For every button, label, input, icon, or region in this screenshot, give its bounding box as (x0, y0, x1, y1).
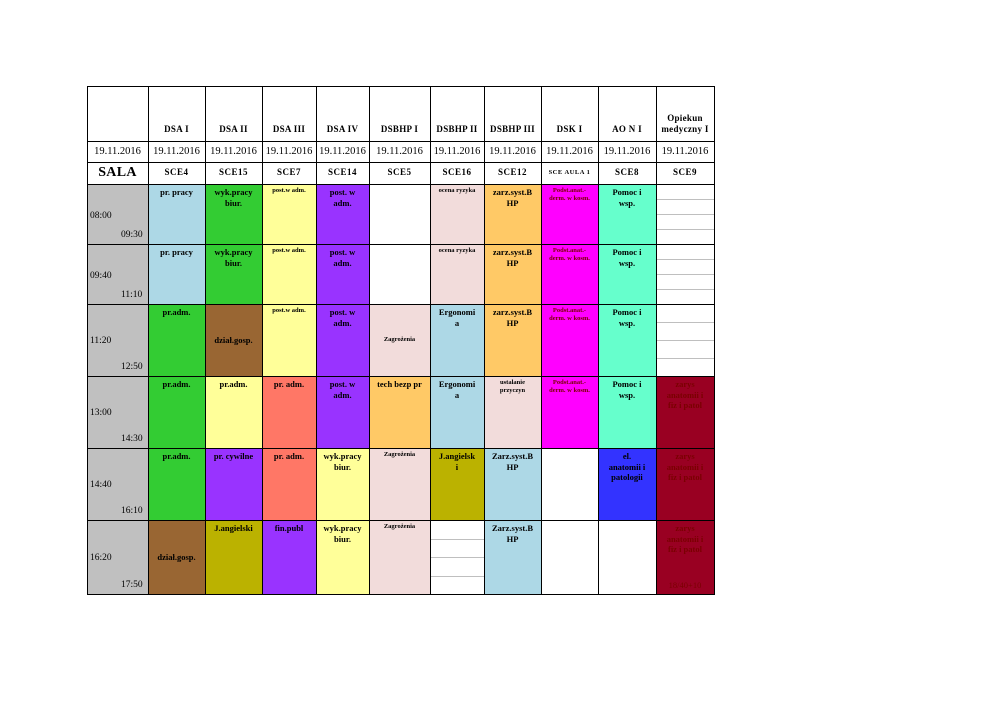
lesson-cell: wyk.pracy biur. (205, 244, 262, 304)
cell-divider (656, 340, 714, 341)
column-header: DSBHP I (380, 123, 419, 134)
date-cell: 19.11.2016 (489, 145, 536, 157)
cell-divider (430, 557, 484, 558)
lesson-cell: post.w adm. (262, 244, 316, 304)
lesson-cell: pr. pracy (148, 184, 205, 244)
lesson-cell: pr. cywilne (205, 448, 262, 520)
room-label: SCE15 (218, 167, 248, 178)
lesson-cell: Ergonomi a (430, 376, 484, 448)
lesson-cell: Zagrożenia (369, 448, 430, 520)
lesson-cell: Ergonomi a (430, 304, 484, 376)
grid-vline (541, 86, 542, 595)
grid-hline (87, 86, 715, 87)
time-end: 16:10 (121, 506, 143, 516)
grid-hline (87, 162, 715, 163)
lesson-cell: zarys anatomii i fiz i patol (656, 376, 714, 448)
lesson-cell: Podst.anat.- derm. w kosm. (541, 184, 598, 244)
lesson-cell: zarz.syst.B HP (484, 244, 541, 304)
column-header: DSBHP II (436, 123, 478, 134)
lesson-cell: Pomoc i wsp. (598, 304, 656, 376)
cell-divider (656, 358, 714, 359)
lesson-cell: Pomoc i wsp. (598, 376, 656, 448)
date-cell: 19.11.2016 (94, 145, 141, 157)
lesson-cell: pr.adm. (148, 376, 205, 448)
cell-divider (656, 214, 714, 215)
grid-vline (714, 86, 715, 595)
date-cell: 19.11.2016 (265, 145, 313, 157)
time-start: 11:20 (90, 336, 112, 346)
column-header: AO N I (612, 123, 642, 134)
lesson-cell: post.w adm. (262, 184, 316, 244)
grid-vline (484, 86, 485, 595)
column-header: DSA IV (326, 123, 359, 134)
room-label: SCE4 (164, 167, 189, 178)
lesson-cell: wyk.pracy biur. (205, 184, 262, 244)
grid-vline (205, 86, 206, 595)
sala-label: SALA (98, 165, 137, 181)
lesson-cell: pr.adm. (148, 448, 205, 520)
lesson-cell: pr.adm. (148, 304, 205, 376)
date-cell: 19.11.2016 (319, 145, 366, 157)
date-cell: 19.11.2016 (661, 145, 709, 157)
grid-vline (430, 86, 431, 595)
lesson-cell: el. anatomii i patologii (598, 448, 656, 520)
time-end: 11:10 (121, 290, 143, 300)
column-header: DSA I (164, 123, 189, 134)
time-start: 14:40 (90, 480, 112, 490)
lesson-cell: Podst.anat.- derm. w kosm. (541, 376, 598, 448)
time-end: 09:30 (121, 230, 143, 240)
date-cell: 19.11.2016 (603, 145, 651, 157)
lesson-cell: zarz.syst.B HP (484, 184, 541, 244)
lesson-cell: J.angielsk i (430, 448, 484, 520)
lesson-cell: ocena ryzyka (430, 184, 484, 244)
lesson-cell: post. w adm. (316, 184, 369, 244)
lesson-cell (541, 448, 598, 520)
lesson-cell: Zagrożenia (369, 304, 430, 376)
cell-divider (656, 229, 714, 230)
grid-hline (87, 184, 715, 185)
lesson-cell: pr.adm. (205, 376, 262, 448)
date-cell: 19.11.2016 (376, 145, 423, 157)
time-start: 09:40 (90, 271, 112, 281)
date-cell: 19.11.2016 (546, 145, 593, 157)
lesson-cell: zarz.syst.B HP (484, 304, 541, 376)
date-cell: 19.11.2016 (433, 145, 481, 157)
lesson-cell: Zagrożenia (369, 520, 430, 594)
cell-divider (656, 199, 714, 200)
cell-divider (656, 259, 714, 260)
room-label: SCE7 (276, 167, 301, 178)
time-end: 12:50 (121, 362, 143, 372)
cell-divider (656, 289, 714, 290)
date-cell: 19.11.2016 (210, 145, 257, 157)
time-start: 16:20 (90, 553, 112, 563)
grid-vline (148, 86, 149, 595)
room-label: SCE AULA 1 (548, 168, 591, 176)
time-start: 08:00 (90, 211, 112, 221)
lesson-cell: Pomoc i wsp. (598, 184, 656, 244)
grid-vline (262, 86, 263, 595)
lesson-cell (369, 244, 430, 304)
lesson-cell: zarys anatomii i fiz i patol (656, 448, 714, 520)
grid-hline (87, 244, 715, 245)
room-label: SCE5 (387, 167, 412, 178)
column-header: Opiekun medyczny I (661, 112, 709, 134)
lesson-cell: Zarz.syst.B HP (484, 448, 541, 520)
date-cell: 19.11.2016 (153, 145, 200, 157)
room-label: SCE14 (327, 167, 357, 178)
lesson-cell: post. w adm. (316, 376, 369, 448)
grid-hline (87, 520, 715, 521)
time-end: 14:30 (121, 434, 143, 444)
lesson-cell: Zarz.syst.B HP (484, 520, 541, 594)
grid-vline (656, 86, 657, 595)
cell-divider (430, 576, 484, 577)
room-label: SCE9 (672, 167, 697, 178)
column-header: DSA II (219, 123, 248, 134)
grid-vline (316, 86, 317, 595)
lesson-note: 18/40+10 (668, 579, 702, 590)
grid-hline (87, 448, 715, 449)
lesson-cell: tech bezp pr (369, 376, 430, 448)
lesson-cell: ustalanie przyczyn (484, 376, 541, 448)
grid-vline (87, 86, 88, 595)
lesson-cell: dział.gosp. (205, 304, 262, 376)
lesson-cell: ocena ryzyka (430, 244, 484, 304)
grid-hline (87, 304, 715, 305)
lesson-cell (541, 520, 598, 594)
grid-hline (87, 594, 715, 595)
cell-divider (656, 274, 714, 275)
time-end: 17:50 (121, 580, 143, 590)
lesson-cell: fin.publ (262, 520, 316, 594)
lesson-cell: post.w adm. (262, 304, 316, 376)
lesson-cell: dział.gosp. (148, 520, 205, 594)
lesson-cell: Pomoc i wsp. (598, 244, 656, 304)
lesson-cell: pr. adm. (262, 448, 316, 520)
lesson-cell (598, 520, 656, 594)
time-start: 13:00 (90, 408, 112, 418)
lesson-cell: J.angielski (205, 520, 262, 594)
lesson-cell: pr. adm. (262, 376, 316, 448)
lesson-cell: Podst.anat.- derm. w kosm. (541, 304, 598, 376)
column-header: DSK I (556, 123, 583, 134)
lesson-cell: zarys anatomii i fiz i patol (656, 520, 714, 594)
cell-divider (656, 322, 714, 323)
room-label: SCE8 (614, 167, 639, 178)
grid-hline (87, 141, 715, 142)
column-header: DSBHP III (490, 123, 535, 134)
lesson-cell: wyk.pracy biur. (316, 448, 369, 520)
lesson-cell (369, 184, 430, 244)
grid-vline (598, 86, 599, 595)
cell-divider (430, 539, 484, 540)
lesson-cell: pr. pracy (148, 244, 205, 304)
lesson-cell: post. w adm. (316, 304, 369, 376)
lesson-cell: wyk.pracy biur. (316, 520, 369, 594)
column-header: DSA III (272, 123, 306, 134)
lesson-cell: Podst.anat.- derm. w kosm. (541, 244, 598, 304)
lesson-cell: post. w adm. (316, 244, 369, 304)
room-label: SCE16 (442, 167, 472, 178)
room-label: SCE12 (497, 167, 527, 178)
grid-hline (87, 376, 715, 377)
grid-vline (369, 86, 370, 595)
